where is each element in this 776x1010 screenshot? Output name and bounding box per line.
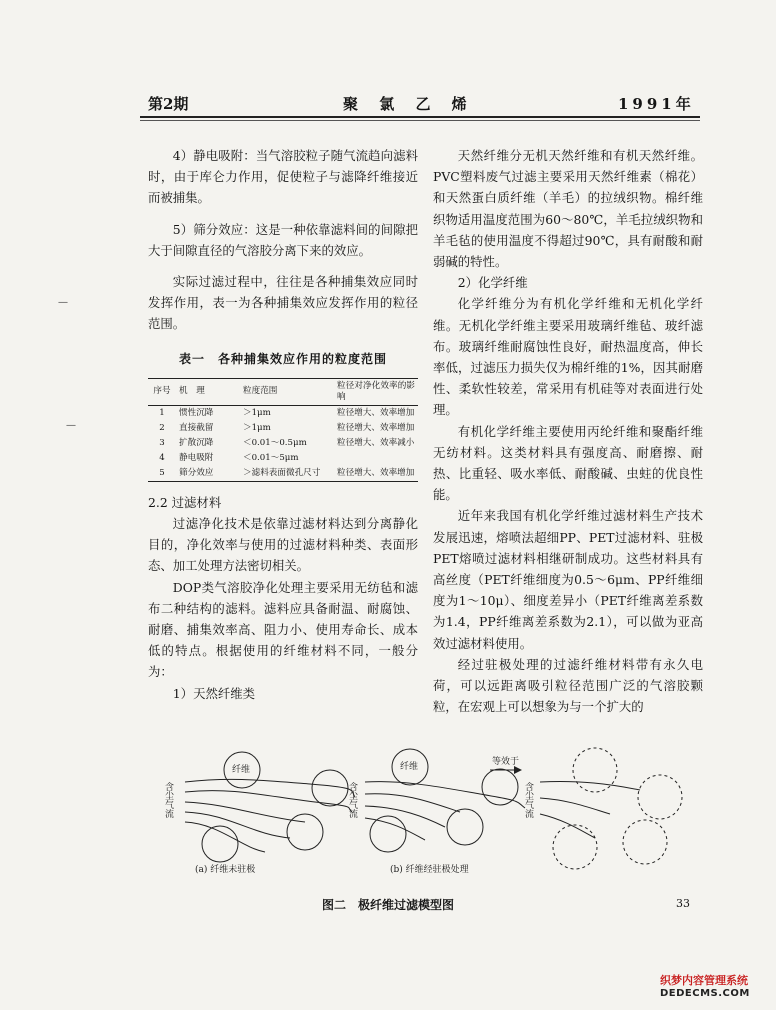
flow-line: [365, 794, 460, 812]
table-header: 序号: [153, 386, 171, 397]
fiber-filtration-figure: [140, 742, 700, 892]
table-caption: 表一 各种捕集效应作用的粒度范围: [178, 351, 387, 366]
paragraph: 天然纤维分无机天然纤维和有机天然纤维。PVC塑料废气过滤主要采用天然纤维素（棉花）和天然蛋白质纤维（羊毛）的拉绒织物。棉纤维织物适用温度范围为60～80℃，羊毛拉绒织物和羊毛毡的使用温度不得超过90℃，具有耐酸和耐弱碱的特性。: [433, 148, 703, 270]
flow-line: [365, 806, 445, 827]
table-cell: 扩散沉降: [179, 437, 214, 448]
flow-line: [365, 782, 525, 808]
figure-drawing: [140, 742, 700, 892]
paragraph: 1）天然纤维类: [172, 685, 256, 701]
table-cell: [334, 451, 418, 466]
table-cell: ＜0.01～5μm: [243, 452, 299, 463]
table-cell: 粒径增大、效率增加: [337, 407, 415, 418]
table-cell: 5: [159, 467, 165, 478]
fiber-label: 纤维: [232, 765, 251, 775]
paragraph: 经过驻极处理的过滤纤维材料带有永久电荷，可以远距离吸引粒径范围广泛的气溶胶颗粒，在宏观上可以想象为与一个扩大的: [433, 656, 703, 715]
flow-line: [185, 779, 355, 797]
table-row: [148, 405, 418, 421]
right-column: [433, 145, 703, 717]
header-rule: [140, 116, 700, 118]
table-row: [148, 466, 418, 482]
figure-caption: 图二 极纤维过滤模型图: [321, 898, 454, 912]
table-cell: 2: [159, 422, 165, 433]
table-cell: 筛分效应: [179, 467, 214, 478]
fiber-circle: [447, 809, 483, 845]
capture-effect-table: [148, 378, 418, 482]
table-cell: 粒径增大、效率增加: [337, 422, 415, 433]
table-cell: ＞1μm: [243, 422, 271, 433]
inlet-label: 含尘气流: [347, 782, 357, 818]
fiber-circle-enlarged: [623, 820, 667, 864]
inlet-label: 含尘气流: [163, 782, 173, 818]
fiber-circle: [370, 816, 406, 852]
table-cell: 静电吸附: [179, 452, 214, 463]
scan-mark: —: [58, 297, 68, 308]
table-cell: 直接截留: [179, 422, 214, 433]
paragraph: 有机化学纤维主要使用丙纶纤维和聚酯纤维无纺材料。这类材料具有强度高、耐磨擦、耐热、比重轻、吸水率低、耐酸碱、虫蛀的优良性能。: [433, 423, 703, 503]
year-label: 1991年: [618, 95, 695, 113]
flow-line: [185, 802, 305, 822]
table-row: [148, 451, 418, 466]
flow-line: [540, 781, 640, 790]
table-cell: ＞滤料表面微孔尺寸: [243, 467, 321, 478]
flow-line: [185, 791, 352, 812]
paragraph: 2）化学纤维: [457, 275, 528, 291]
header-rule-thin: [140, 120, 700, 121]
fiber-circle: [482, 769, 518, 805]
fiber-label: 纤维: [400, 762, 419, 772]
equivalent-label: 等效于: [492, 757, 520, 767]
table-cell: 惯性沉降: [179, 407, 214, 418]
section-heading: 2.2 过滤材料: [148, 494, 222, 510]
journal-title: 聚 氯 乙 烯: [343, 95, 475, 113]
table-cell: 粒径增大、效率减小: [337, 437, 415, 448]
table-cell: ＞1μm: [243, 407, 271, 418]
watermark-logo: [660, 972, 772, 1004]
paragraph: 近年来我国有机化学纤维过滤材料生产技术发展迅速，熔喷法超细PP、PET过滤材料、驻极PET熔喷过滤材料相继研制成功。这些材料具有高丝度（PET纤维细度为0.5～6μm、PP纤维细度为1～10μ）、细度差异小（PET纤维离差系数为1.4，PP纤维离差系数为2.1），可以做为亚高效过滤材料使用。: [433, 508, 703, 651]
flow-line: [185, 812, 290, 838]
watermark-line2: DEDECMS.COM: [660, 988, 750, 999]
table-cell: 1: [159, 407, 165, 418]
scan-mark: —: [66, 420, 76, 431]
table-header: 粒度范围: [243, 386, 278, 397]
left-column: [148, 145, 418, 704]
watermark-line1: 织梦内容管理系统: [660, 974, 748, 987]
table-row: [148, 436, 418, 451]
paragraph: 5）筛分效应：这是一种依靠滤料间的间隙把大于间隙直径的气溶胶分离下来的效应。: [148, 221, 418, 258]
table-row: [148, 421, 418, 436]
paragraph: DOP类气溶胶净化处理主要采用无纺毡和滤布二种结构的滤料。滤料应具备耐温、耐腐蚀、耐磨、捕集效率高、阻力小、使用寿命长、成本低的特点。根据使用的纤维材料不同，一般分为：: [148, 579, 418, 680]
issue-label: 第2期: [148, 95, 189, 113]
table-cell: 4: [159, 452, 165, 463]
running-header: [148, 93, 696, 115]
paragraph: 4）静电吸附：当气溶胶粒子随气流趋向滤料时，由于库仑力作用，促使粒子与滤降纤维接近而被捕集。: [148, 148, 418, 206]
table-cell: 3: [159, 437, 165, 448]
paragraph: 过滤净化技术是依靠过滤材料达到分离静化目的，净化效率与使用的过滤材料种类、表面形态、加工处理方法密切相关。: [148, 516, 418, 574]
flow-line: [540, 814, 595, 838]
flow-line: [540, 798, 610, 814]
table-cell: 粒径增大、效率增加: [337, 467, 415, 478]
page-number: 33: [676, 897, 690, 910]
table-header: 机 理: [179, 386, 205, 397]
fiber-circle-enlarged: [553, 825, 597, 869]
fiber-circle: [287, 814, 323, 850]
table-cell: ＜0.01～0.5μm: [243, 437, 307, 448]
subcaption-a: (a) 纤维未驻极: [195, 865, 256, 875]
paragraph: 化学纤维分为有机化学纤维和无机化学纤维。无机化学纤维主要采用玻璃纤维毡、玻纤滤布。玻璃纤维耐腐蚀性良好，耐热温度高，伸长率低，过滤压力损失仅为棉纤维的1%，因其耐磨性、柔软性较差，常采用有机硅等对表面进行处理。: [433, 296, 703, 418]
fiber-circle-enlarged: [638, 775, 682, 819]
table-header: 粒径对净化效率的影响: [337, 380, 415, 402]
flow-line: [365, 818, 425, 840]
paragraph: 实际过滤过程中，往往是各种捕集效应同时发挥作用，表一为各种捕集效应发挥作用的粒径范围。: [148, 274, 418, 332]
subcaption-b: (b) 纤维经驻极处理: [390, 865, 469, 875]
inlet-label: 含尘气流: [523, 782, 533, 818]
